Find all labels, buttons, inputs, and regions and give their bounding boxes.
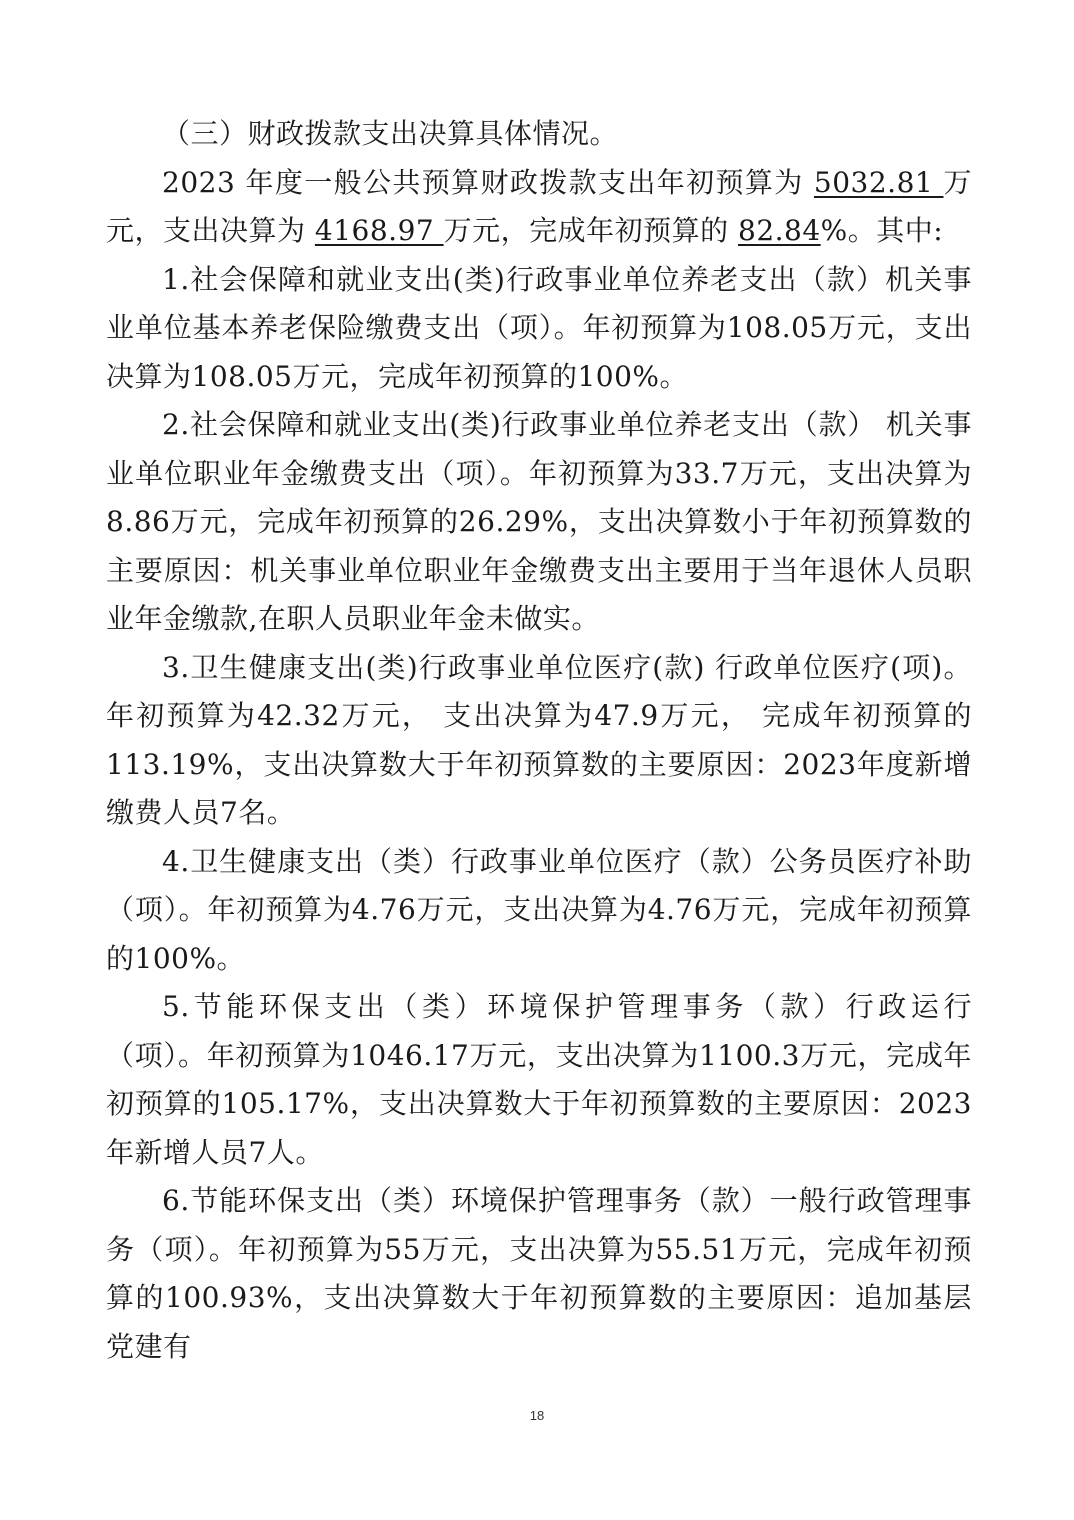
item-paragraph-1: 1.社会保障和就业支出(类)行政事业单位养老支出（款）机关事业单位基本养老保险缴费支出（项）。年初预算为108.05万元，支出决算为108.05万元，完成年初预算的100%。: [106, 262, 972, 393]
intro-text-2: 万元，支出决算为: [106, 165, 972, 247]
page-number: 18: [529, 1408, 545, 1423]
item-paragraph-2: 2.社会保障和就业支出(类)行政事业单位养老支出（款） 机关事业单位职业年金缴费支出（项）。年初预算为33.7万元，支出决算为8.86万元，完成年初预算的26.29%，支出决算数小于年初预算数的主要原因：机关事业单位职业年金缴费支出主要用于当年退休人员职业年金缴款,在职人员职业年金未做实。: [106, 408, 972, 635]
item-paragraph-5: 5.节能环保支出（类）环境保护管理事务（款）行政运行（项）。年初预算为1046.17万元，支出决算为1100.3万元，完成年初预算的105.17%，支出决算数大于年初预算数的主要原因：2023年新增人员7人。: [106, 990, 972, 1169]
item-paragraph-4: 4.卫生健康支出（类）行政事业单位医疗（款）公务员医疗补助（项）。年初预算为4.76万元，支出决算为4.76万元，完成年初预算的100%。: [106, 844, 972, 975]
document-body: [106, 110, 972, 1371]
intro-paragraph: [106, 159, 972, 256]
section-heading: （三）财政拨款支出决算具体情况。: [162, 117, 619, 150]
intro-text-3: 万元，完成年初预算的: [443, 214, 738, 247]
item-paragraph-6: 6.节能环保支出（类）环境保护管理事务（款）一般行政管理事务（项）。年初预算为55万元，支出决算为55.51万元，完成年初预算的100.93%，支出决算数大于年初预算数的主要原因：追加基层党建有: [106, 1184, 972, 1363]
actual-amount: 4168.97: [314, 214, 444, 247]
completion-rate: 82.84: [738, 214, 821, 247]
intro-text-4: %。其中:: [820, 214, 944, 247]
item-paragraph-3: 3.卫生健康支出(类)行政事业单位医疗(款) 行政单位医疗(项)。年初预算为42.32万元， 支出决算为47.9万元， 完成年初预算的113.19%，支出决算数大于年初预算数的主要原因：2023年度新增缴费人员7名。: [106, 650, 972, 829]
intro-text-1: 2023 年度一般公共预算财政拨款支出年初预算为: [162, 165, 814, 199]
budget-amount: 5032.81: [813, 165, 944, 199]
